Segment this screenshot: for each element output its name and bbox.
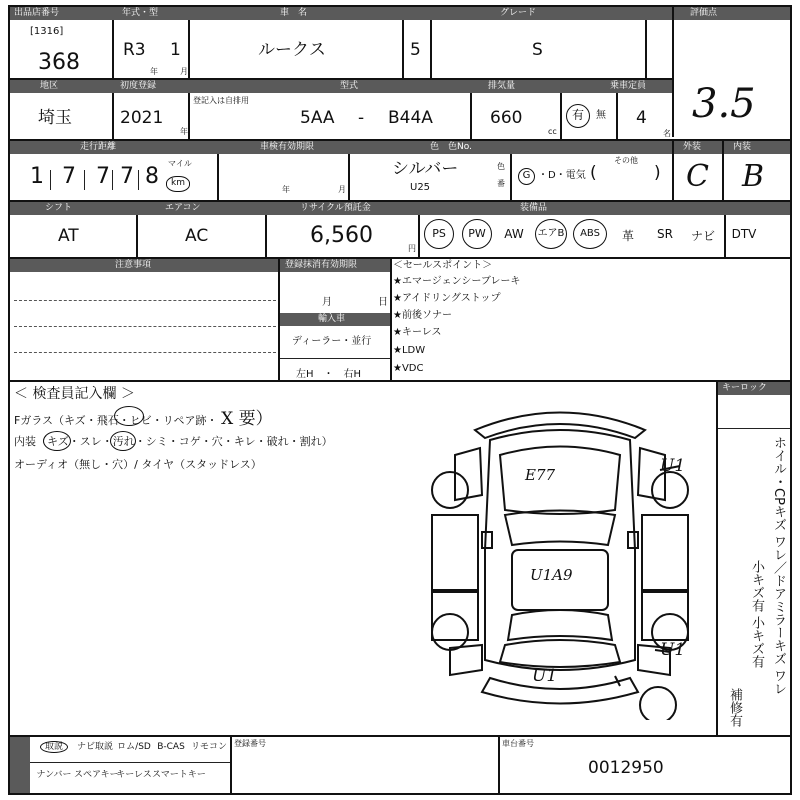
divider	[136, 215, 138, 258]
grade-exterior: C	[686, 159, 709, 194]
damage-rear: U1	[532, 666, 558, 686]
header-model-year: 初度登録	[120, 81, 157, 91]
displacement-unit: cc	[548, 127, 557, 136]
bottom-side-bar	[10, 737, 30, 793]
hood	[500, 447, 620, 515]
seats-unit: 名	[663, 129, 671, 138]
header-equipment: 装備品	[520, 203, 548, 213]
recycle-unit: 円	[408, 244, 416, 253]
inspector-line-glass: Fガラス（キズ・飛石・ヒビ・リペア跡・ X 要）	[14, 409, 273, 429]
left-front-wheel	[432, 472, 468, 508]
option-keyless: キーレス	[116, 770, 152, 780]
recycle-value: 6,560	[310, 223, 373, 248]
header-inspect-date: 登録抹消有効期限	[285, 260, 358, 270]
side-remark-small: 小キズ有 小キズ有	[748, 560, 764, 669]
equip-airbag: エアB	[535, 219, 567, 249]
chassis-sep: -	[358, 108, 365, 128]
equip-sr: SR	[657, 227, 673, 241]
damage-body: U1A9	[530, 566, 573, 584]
header-mileage: 走行距離	[80, 142, 117, 152]
mileage-tick	[50, 170, 51, 190]
header-period: 年式・型	[122, 8, 159, 18]
model-year: 2021	[120, 108, 164, 128]
divider	[112, 20, 114, 78]
divider	[265, 215, 267, 258]
option-spare-key: スペアキー	[74, 770, 119, 780]
period-nen: 年	[150, 67, 158, 76]
row-line	[10, 735, 790, 737]
option-manual: 取説	[34, 738, 74, 756]
car-damage-diagram	[420, 400, 720, 720]
sales-point: ★アイドリングストップ	[393, 293, 501, 304]
inspect-day: 日	[378, 297, 388, 308]
color-code: U25	[410, 182, 431, 193]
damage-right-front: U1	[660, 456, 686, 476]
import-type: ディーラー・並行	[292, 336, 372, 347]
equip-abs: ABS	[573, 219, 607, 249]
side-remark: ホイル・CPキズ ワレ／ドアミラーキズ ワレ	[770, 436, 786, 696]
equip-leather: 革	[621, 229, 634, 243]
header-area: 地区	[40, 81, 59, 91]
mileage-tick	[138, 170, 139, 190]
divider	[616, 93, 618, 140]
chassis-prefix: 5AA	[300, 108, 335, 128]
header-interior: 内装	[733, 142, 752, 152]
option-bcas: B-CAS	[157, 742, 185, 752]
header-grade: グレード	[500, 8, 537, 18]
registration-note: 登記入は自排用	[193, 96, 249, 105]
left-front-door	[432, 515, 478, 590]
car-grade: S	[532, 40, 543, 60]
header-inspection: 車検有効期限	[260, 142, 315, 152]
windshield	[505, 511, 615, 546]
paint-paren-close: )	[654, 163, 661, 183]
divider	[724, 215, 726, 258]
spare-wheel	[640, 687, 676, 720]
lot-code: [1316]	[30, 26, 64, 37]
option-remote: リモコン	[190, 742, 227, 752]
color-iro: 色	[497, 162, 505, 171]
inspector-line-audio: オーディオ（無し・穴）/ タイヤ（スタッドレス）	[14, 458, 262, 471]
sales-point: ★前後ソナー	[393, 310, 452, 321]
sales-point: ★キーレス	[393, 327, 442, 338]
area: 埼玉	[38, 108, 72, 128]
left-rear-door	[432, 592, 478, 640]
glass-chip-circle	[114, 406, 144, 426]
divider	[510, 154, 512, 201]
mileage-unit-km: km	[166, 176, 190, 192]
right-mirror	[628, 532, 638, 548]
inspection-month: 月	[338, 185, 346, 194]
color-name: シルバー	[392, 159, 459, 179]
divider	[188, 93, 190, 140]
divider	[348, 154, 350, 201]
score-handwritten: 3.5	[692, 81, 756, 127]
header-recycle: リサイクル預託金	[300, 203, 371, 213]
row-line	[10, 380, 790, 382]
side-remark-fix: 補修有	[726, 688, 742, 727]
right-rear-door	[642, 592, 688, 640]
chassis-model: B44A	[388, 108, 433, 128]
header-chassis: 型式	[340, 81, 359, 91]
equip-dtv: DTV	[731, 227, 757, 241]
notes-line	[14, 352, 276, 353]
divider	[645, 20, 647, 78]
mileage-digit: 7	[62, 164, 76, 189]
damage-front: E77	[525, 466, 556, 484]
mileage-tick	[84, 170, 85, 190]
damage-right-rear: U1	[660, 640, 686, 660]
divider	[188, 20, 190, 78]
aircon: AC	[185, 226, 209, 246]
grade-interior: B	[742, 159, 765, 194]
divider	[498, 737, 500, 793]
glass-mark: X 要）	[221, 409, 273, 429]
header-displacement: 排気量	[488, 81, 516, 91]
paint-g: G	[518, 168, 535, 185]
divider	[112, 93, 114, 140]
header-seats: 乗車定員	[610, 81, 647, 91]
mileage-digit: 8	[145, 164, 159, 189]
divider	[672, 7, 674, 137]
shift: AT	[58, 226, 79, 246]
ac-flag-no: 無	[596, 110, 606, 121]
header-color: 色 色No.	[430, 142, 472, 152]
left-mirror	[482, 532, 492, 548]
mileage-digit: 1	[30, 164, 44, 189]
seats: 4	[636, 108, 647, 128]
divider	[560, 93, 562, 140]
header-shift: シフト	[45, 203, 73, 213]
lot-number: 368	[38, 50, 80, 75]
paint-options: ・D・電気	[538, 170, 586, 181]
divider	[390, 259, 392, 381]
sales-points-title: ＜セールスポイント＞	[393, 260, 493, 271]
right-front-wheel	[652, 472, 688, 508]
car-doors: 5	[410, 40, 421, 60]
steering: 左H ・ 右H	[296, 369, 362, 380]
equip-pw: PW	[462, 219, 492, 249]
option-rom-sd: ロム/SD	[117, 742, 151, 752]
paint-other: その他	[614, 156, 638, 165]
mileage-digit: 7	[96, 164, 110, 189]
sales-point: ★LDW	[393, 345, 426, 356]
header-aircon: エアコン	[165, 203, 201, 213]
rear-panel	[500, 640, 620, 667]
inspector-line-interior: 内装（キズ・スレ・汚れ・シミ・コゲ・穴・キレ・破れ・割れ）	[14, 435, 333, 448]
mileage-digit: 7	[120, 164, 134, 189]
notes-line	[14, 300, 276, 301]
option-navi-manual: ナビ取説	[76, 742, 113, 752]
option-smart-key: スマートキー	[152, 770, 206, 780]
header-bar-row4	[10, 202, 790, 215]
equip-ps: PS	[424, 219, 454, 249]
rear-window	[508, 610, 612, 640]
interior-dirt-circle	[110, 431, 136, 451]
divider	[722, 141, 724, 201]
interior-scratch-circle	[43, 431, 71, 451]
header-auction: 出品店番号	[14, 8, 60, 18]
front-bumper	[475, 413, 645, 439]
header-import: 輸入車	[318, 314, 346, 324]
inspect-month: 月	[322, 297, 332, 308]
divider	[430, 20, 432, 78]
notes-line	[14, 326, 276, 327]
header-notes: 注意事項	[115, 260, 152, 270]
divider	[217, 154, 219, 201]
mileage-tick	[112, 170, 113, 190]
divider	[230, 737, 232, 793]
inspection-year: 年	[282, 185, 290, 194]
sales-point: ★エマージェンシーブレーキ	[393, 276, 521, 287]
divider	[672, 141, 674, 201]
right-front-door	[642, 515, 688, 590]
period-month: 1	[170, 40, 181, 60]
sales-point: ★VDC	[393, 363, 424, 374]
mileage-unit-mile: マイル	[168, 159, 192, 168]
keylock-line	[718, 428, 790, 429]
paint-paren-open: (	[590, 163, 597, 183]
inspector-title: ＜ 検査員記入欄 ＞	[14, 386, 135, 402]
header-car-name: 車 名	[280, 8, 308, 18]
displacement: 660	[490, 108, 523, 128]
period-era: R3	[123, 40, 146, 60]
ac-flag-yes: 有	[566, 104, 590, 128]
bottom-option-line	[30, 762, 230, 763]
divider	[470, 93, 472, 140]
equip-navi: ナビ	[690, 229, 715, 243]
left-rear-wheel	[432, 614, 468, 650]
period-tsuki: 月	[180, 67, 188, 76]
header-exterior: 外装	[683, 142, 702, 152]
header-keylock: キーロック	[722, 383, 767, 393]
color-ban: 番	[497, 179, 505, 188]
year-suffix: 年	[180, 127, 188, 136]
car-name: ルークス	[258, 40, 326, 60]
divider	[418, 215, 420, 258]
import-divider	[280, 358, 390, 359]
header-score: 評価点	[690, 8, 718, 18]
divider	[402, 20, 404, 78]
rear-bumper	[482, 678, 638, 704]
frame-number-label: 車台番号	[502, 739, 534, 748]
equip-aw: AW	[504, 227, 524, 241]
option-number: ナンバー	[36, 770, 72, 780]
reg-number-label: 登録番号	[234, 739, 266, 748]
frame-number: 0012950	[588, 758, 664, 778]
